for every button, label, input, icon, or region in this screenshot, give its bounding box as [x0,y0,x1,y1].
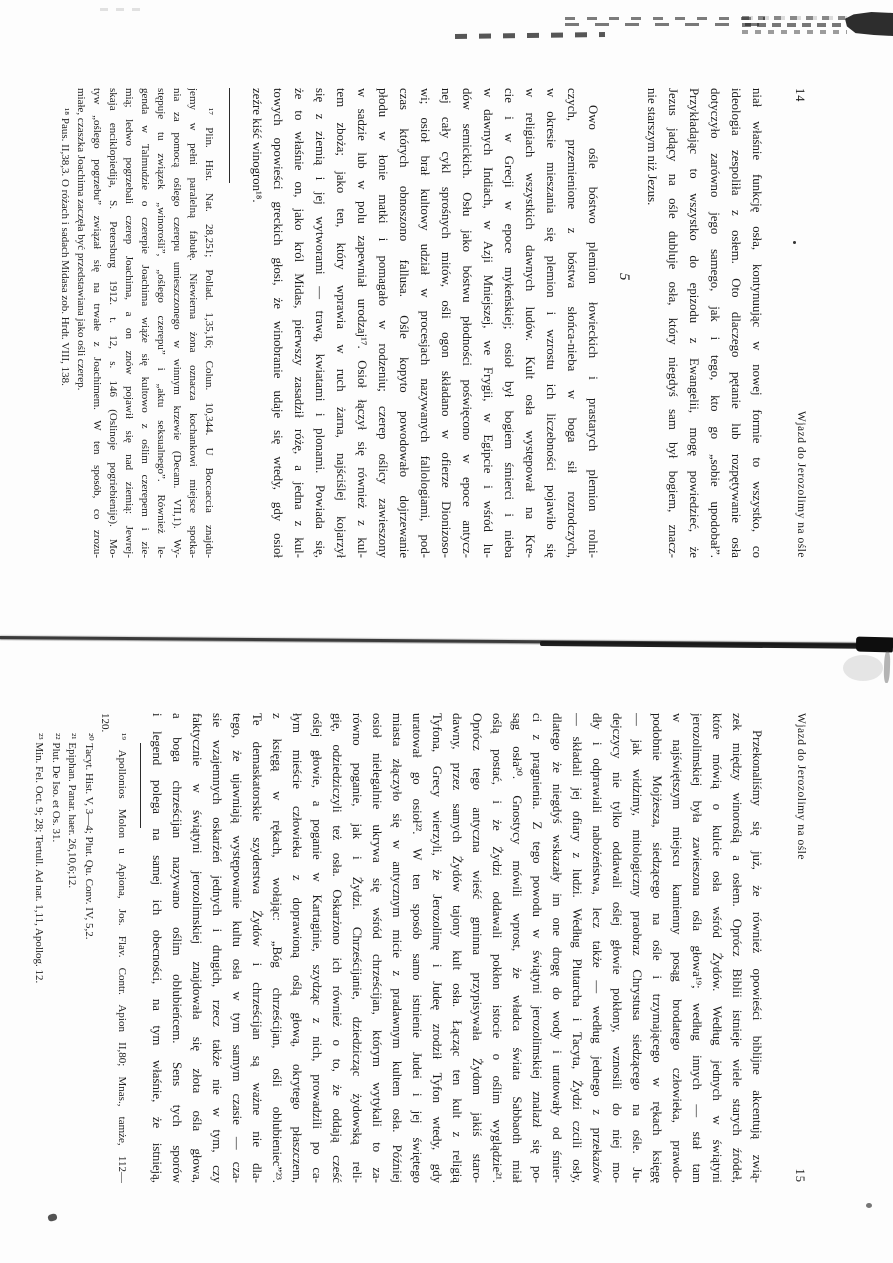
page-15-header-line [787,713,807,1183]
p15-footnotes [31,713,130,1183]
page-14-content [52,88,807,558]
p15-paragraph-1: Przekonaliśmy się już, że również opowieści biblijne akcentują zwią- zek między winoroślą a osłem. Oprócz Biblii istnieje wiele starych źródeł, które mówią o kulcie osła wśród Żydów. Według jednych w świątyni jerozolimskiej była zawieszona ośla głowa¹⁹; według innych — stał tam w najświętszym miejscu kamienny posąg brodatego człowieka, prawdo- podobnie Mojżesza, siedzącego na ośle i trzymającego w rękach księgę — jak widzimy, mitologiczny praobraz Chrystusa siedzącego na ośle. Ju- dejczycy nie tylko oddawali oślej głowie pokłony, wznosili do niej mo- dły i odprawiali nabożeństwa, lecz także — według jednego z przekazów — składali jej ofiary z ludzi. Według Plutarcha i Tacyta, Żydzi czcili osły, dlatego że niegdyś wskazały im one drogę do wody i uratowały od śmier- ci z pragnienia. Z tego powodu w świątyni jerozolimskiej znalazł się po- sąg osła²⁰. Gnostycy mówili wprost, że władca świata Sabbaoth miał oślą postać, i że Żydzi oddawali pokłon istocie o oślim wyglądzie²¹. Oprócz tego antyczna wieść gminna przypisywała Żydom jakiś staro- dawny, przez samych Żydów tajony kult osła. Łącząc ten kult z religią Tyfona, Grecy wierzyli, że Jerozolimę i Judeę zrodził Tyfon wtedy, gdy uratował go osioł²². W ten sposób samo istnienie Judei i jej świętego miasta złączyło się w antycznym micie z pradawnym kultem osła. Później osioł nielegalnie ukrywa się wśród chrześcijan, którym wytykali to za- równo poganie, jak i Żydzi. Chrześcijanie, dziedzicząc żydowską reli- gię, odziedziczyli też osła. Oskarżono ich również o to, że oddają cześć oślej głowie, a poganie w Kartaginie, szydząc z nich, prowadzili po ca- łym mieście człowieka z doprawioną oślą głową, okrytego płaszczem, z księgą w rękach, wołając: „Bóg chrześcijan, ośli oblubieniec”²³. Te demaskatorskie szyderstwa Żydów i chrześcijan są ważne nie dla- tego, że ujawniają występowanie kultu osła w tym samym czasie — cza- sie wzajemnych oskarżeń jednych i drugich, rzecz także nie w tym, czy faktycznie w świątyni jerozolimskiej znajdowała się złota ośla głowa, a boga chrześcijan nazywano oślim oblubieńcem. Sens tych sporów i legend polega na samej ich obecności, na tym właśnie, że istnieją, [150,713,764,1183]
page-14-header-line [787,88,807,558]
p14-footnote-rule [229,88,230,183]
p14-paragraph-1: niał właśnie funkcję osła, kontynuując w nowej formie to wszystko, co ideologia zespoliła z osłem. Oto dlaczego pętanie lub rozpętywanie osła dotyczyło zarówno jego samego, jak i tego, kto go „sobie upodobał”. Przykładając to wszystko do epizodu z Ewangelii, mogę powiedzieć, że Jezus jadący na ośle dubluje osła, który niegdyś sam był bogiem, znacz- nie starszym niż Jezus. [645,88,764,558]
gutter-shadow-line [0,636,893,646]
running-header-15: Wjazd do Jerozolimy na ośle [795,713,807,860]
gutter-shadow-blob [856,637,893,653]
scan-noise-band [742,13,847,36]
p15-footnote-21: ²¹ Epiphan. Panar. haer. 26,10,6;12. [66,733,79,889]
p15-footnote-22: ²² Plut. De Iso. et Os. 31. [50,733,62,843]
p15-footnote-rule [140,743,141,828]
p15-footnote-20: ²⁰ Tacyt. Hist. V, 3—4; Plut. Qu. Conv. IV, 5,2. [83,733,95,940]
p14-footnote-18: ¹⁸ Paus. II,38,3. O różach i sadach Midasa zob. Hrdt. VIII, 138. [59,108,71,386]
scan-noise-dashes-b [565,15,765,27]
gutter-shadow-tail [883,651,890,683]
scan-speck-bottom-left [47,1213,58,1222]
scan-noise-dashes-top-left [100,8,142,11]
p14-footnotes [57,88,217,558]
scan-speck-bottom-right [866,1203,872,1208]
p14-paragraph-2: Owo ośle bóstwo plemion łowieckich i prastarych plemion rolni- czych, przemienione z bóstwa słońca-nieba w boga sił rozrodczych, w okresie mieszania się plemion i wzrostu ich liczebności pojawiło się w religiach wszystkich dawnych ludów. Kult osła występował na Kre- cie i w Grecji w epoce mykeńskiej; osioł był bogiem śmierci i nieba w dawnych Indiach, w Azji Mniejszej, we Frygii, w Egipcie i wśród lu- dów semickich. Osłu jako bóstwu płodności poświęcono w epoce antycz- nej cały cykl sprośnych mitów, ośli ogon składano w ofierze Dionizoso- wi; osioł brał kultowy udział w procesjach nazywanych fallologiami, pod- czas których obnoszono fallusa. Ośle kopyto powodowało dojrzewanie płodu w łonie matki i pomagało w rodzeniu; czerep oślicy zawieszony w sadzie lub w polu zapewniał urodzaj¹⁷. Osioł łączył się również z kul- tem zboża; jako ten, który wprawia w ruch żarna, najściślej kojarzył się z ziemią i jej wytworami — trawą, kwiatami i plonami. Powiada się, że to właśnie on, jako król Midas, pierwszy zasadził różę, a jedna z kul- towych opowieści greckich głosi, że winobranie udaje się wtedy, gdy osioł zeźre kiść winogron¹⁸. [250,88,600,558]
page-number-15: 15 [793,1168,807,1183]
page-number-14: 14 [793,88,807,103]
gutter-shadow-heavy [540,641,893,649]
page-15-content [22,713,807,1183]
gutter-shadow-wash [843,655,883,681]
page-15 [22,713,807,1183]
page-14 [52,88,807,558]
p15-footnote-19: ¹⁹ Apollonios Molon u Apiona, Jos. Flav. Contr. Apion II,80; Mnas., tamże, 112— 120. [99,713,128,1183]
scan-noise-corner-blot [845,12,893,36]
running-header-14: Wjazd do Jerozolimy na ośle [795,411,807,558]
p14-footnote-17: ¹⁷ Plin. Hist. Nat. 28,251; Pollad. 1,35,16; Colun. 10,344. U Boccaccia znajdu- jemy w pełni paralelną fabułę. Niewierna żona oznacza kochankowi miejsce spotka- nia za pomocą oślego czerepu umieszczonego w winnym krzewie (Decam. VII,1). Wy- stępuje tu związek „winorośli”, „oślego czerepu” i „aktu seksualnego”. Również le- genda w Talmudzie o czerepie Joachima wiąże się kultowo z oślim czerepem i zie- mią; ledwo pogrzebali czerep Joachima, a on znów pojawił się nad ziemią: Jewrej- skaja enciklopiedija, S. Petersburg 1912. t. 12, s. 146 (Oslinoje pogriebienije). Mo- tyw „oślego pogrzebu” związał się na trwałe z Joachimem. W ten sposób, co zrozu- miałe, czaszka Joachima zaczęła być przedstawiana jako ośli czerep. [75,88,215,558]
scan-noise-dashes-a [455,32,605,39]
section-number: 5 [616,273,632,281]
p15-footnote-23: ²³ Min. Fel. Oct. 9; 28; Tertull. Ad nat. 1,11, Apollog. 12. [33,733,46,984]
